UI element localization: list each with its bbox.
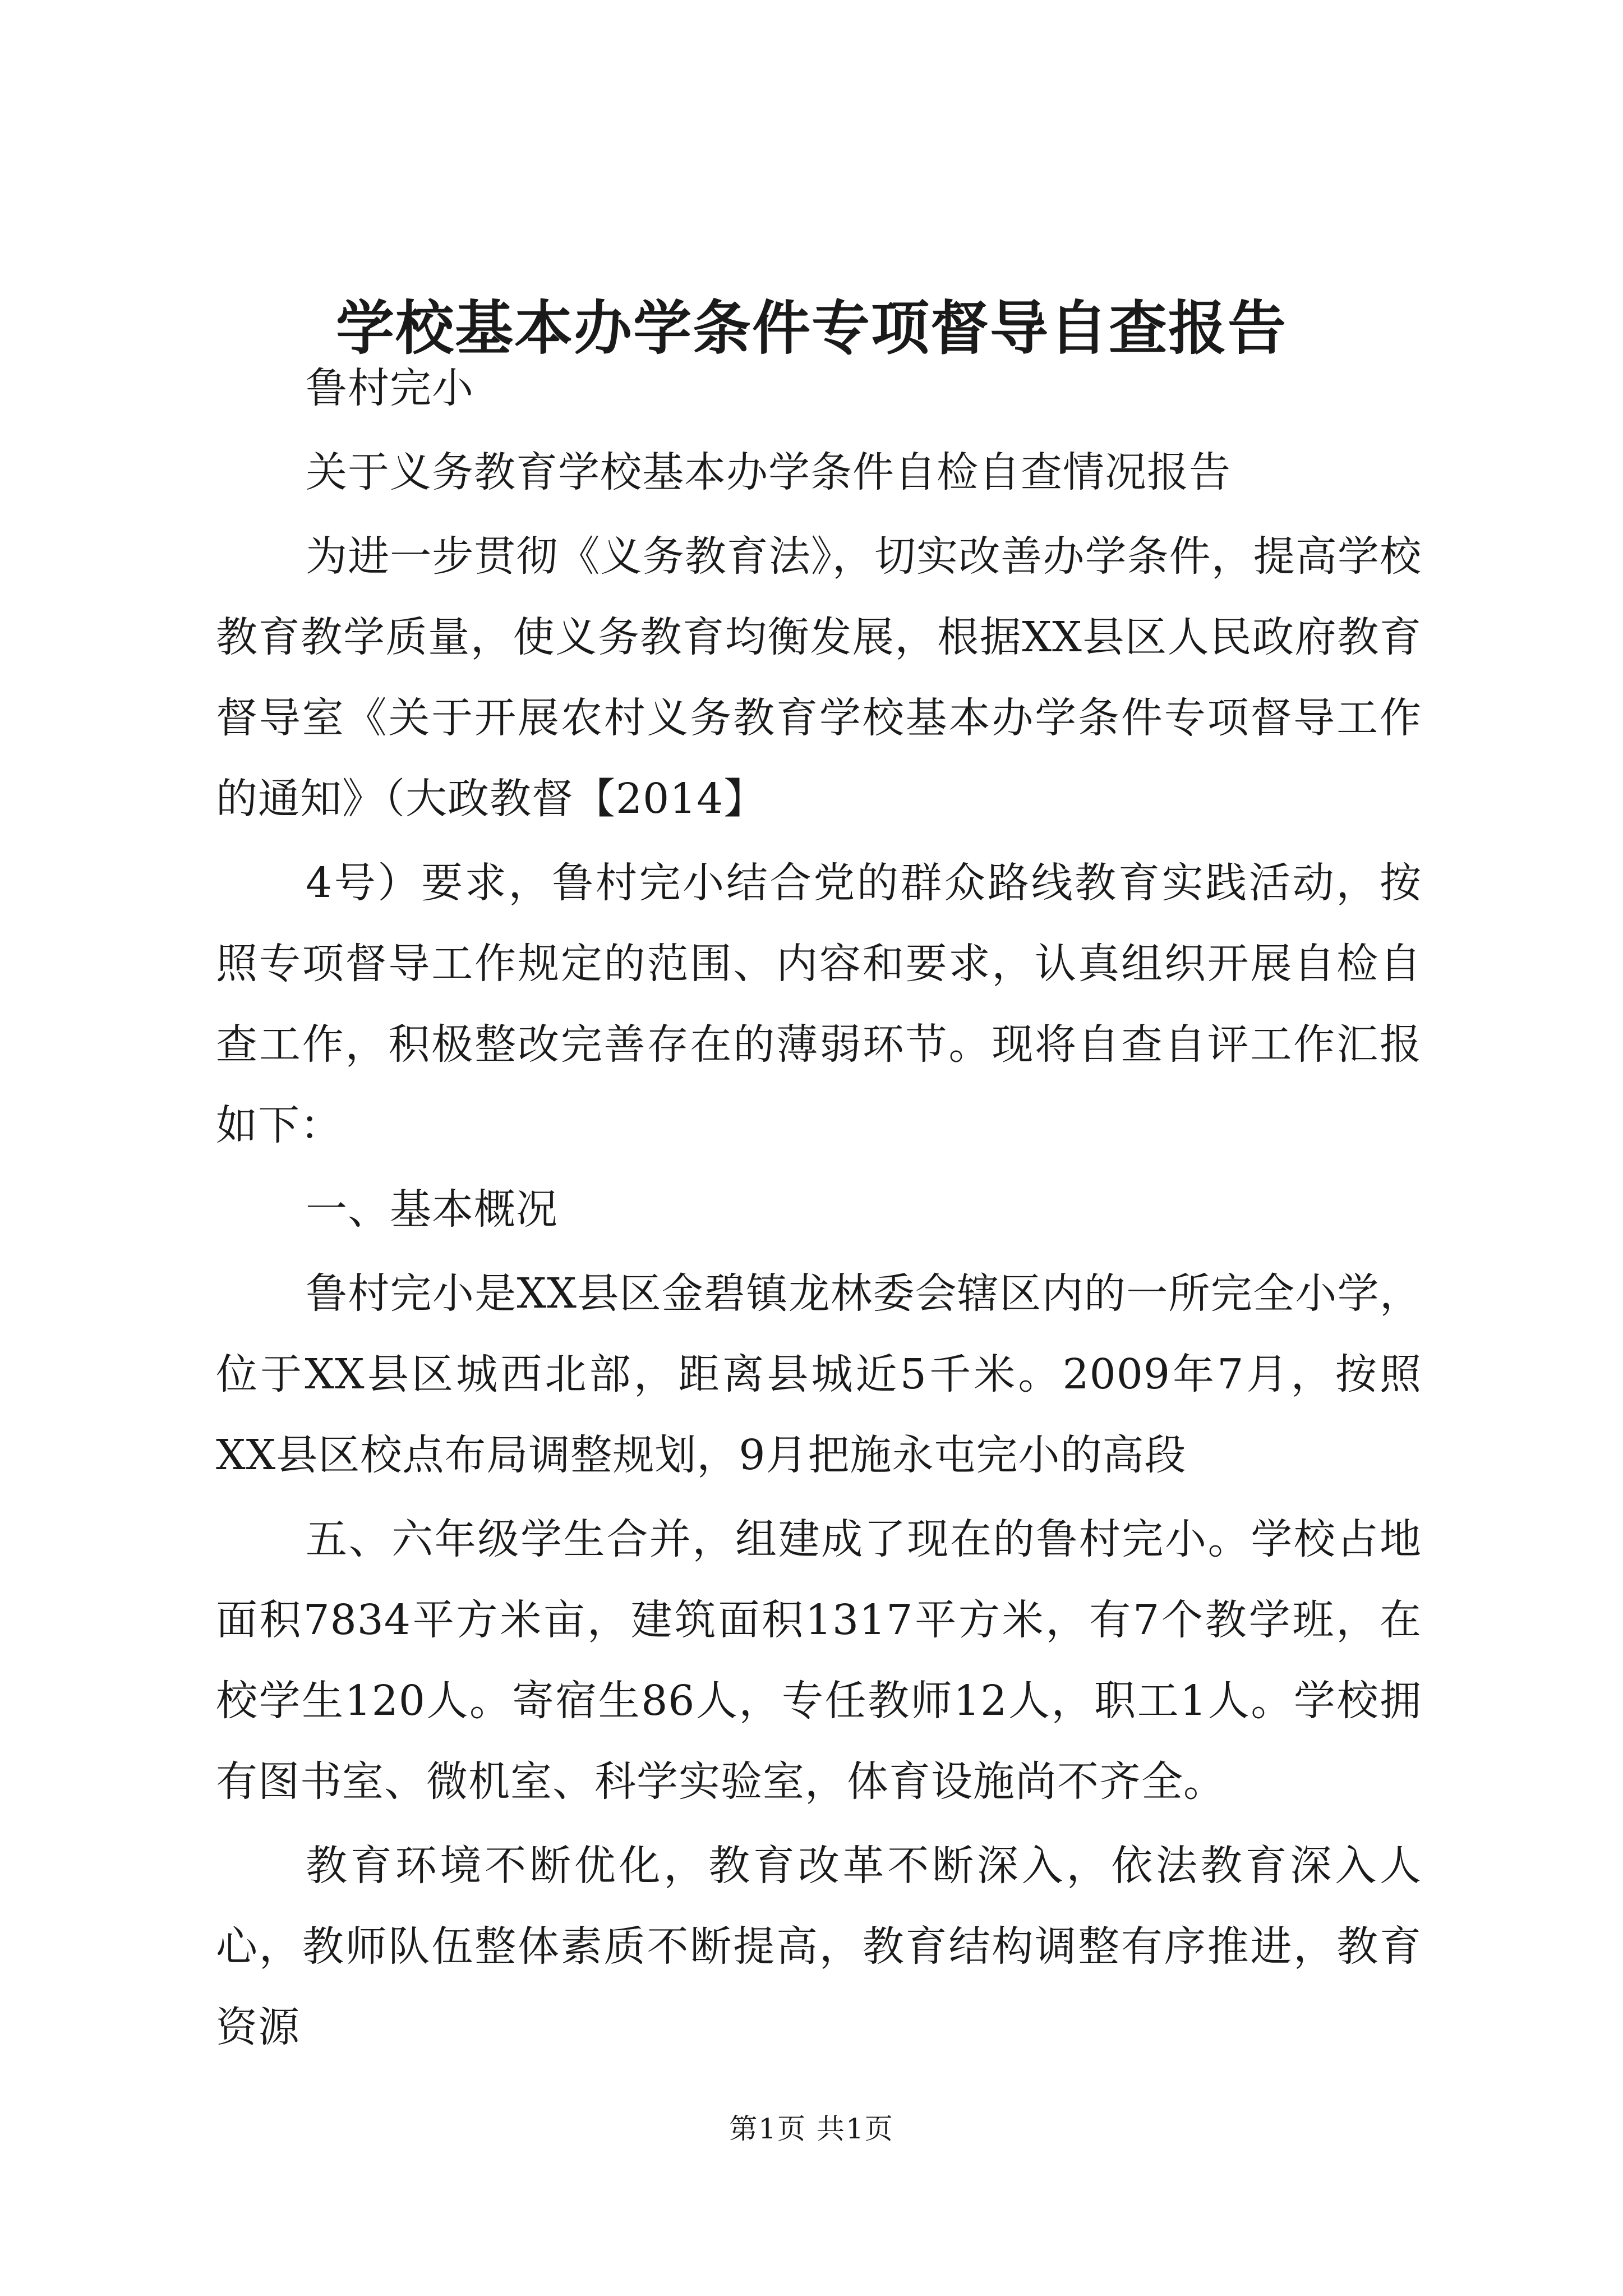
paragraph-school-facilities: 五、六年级学生合并，组建成了现在的鲁村完小。学校占地面积7834平方米亩，建筑面积1317平方米，有7个教学班，在校学生120人。寄宿生86人，专任教师12人，职工1人。学校拥有图书室、微机室、科学实验室，体育设施尚不齐全。 — [216, 1515, 1422, 1806]
page-number-footer: 第1页 共1页 — [729, 2113, 894, 2145]
paragraph-introduction: 为进一步贯彻《义务教育法》，切实改善办学条件，提高学校教育教学质量，使义务教育均衡发展，根据XX县区人民政府教育督导室《关于开展农村义务教育学校基本办学条件专项督导工作的通知》（大政教督【2014】 — [216, 532, 1422, 823]
document-body — [216, 348, 1422, 2068]
paragraph-report-subtitle: 关于义务教育学校基本办学条件自检自查情况报告 — [306, 448, 1231, 496]
paragraph-requirements: 4号）要求，鲁村完小结合党的群众路线教育实践活动，按照专项督导工作规定的范围、内容和要求，认真组织开展自检自查工作，积极整改完善存在的薄弱环节。现将自查自评工作汇报如下： — [216, 859, 1422, 1149]
paragraph-school-location: 鲁村完小是XX县区金碧镇龙林委会辖区内的一所完全小学，位于XX县区城西北部，距离县城近5千米。2009年7月，按照XX县区校点布局调整规划，9月把施永屯完小的高段 — [216, 1269, 1422, 1479]
document-title: 学校基本办学条件专项督导自查报告 — [335, 293, 1287, 362]
paragraph-school-name: 鲁村完小 — [306, 364, 474, 412]
section-heading-overview: 一、基本概况 — [306, 1185, 558, 1234]
paragraph-education-environment: 教育环境不断优化，教育改革不断深入，依法教育深入人心，教师队伍整体素质不断提高，教育结构调整有序推进，教育资源 — [216, 1842, 1422, 2051]
